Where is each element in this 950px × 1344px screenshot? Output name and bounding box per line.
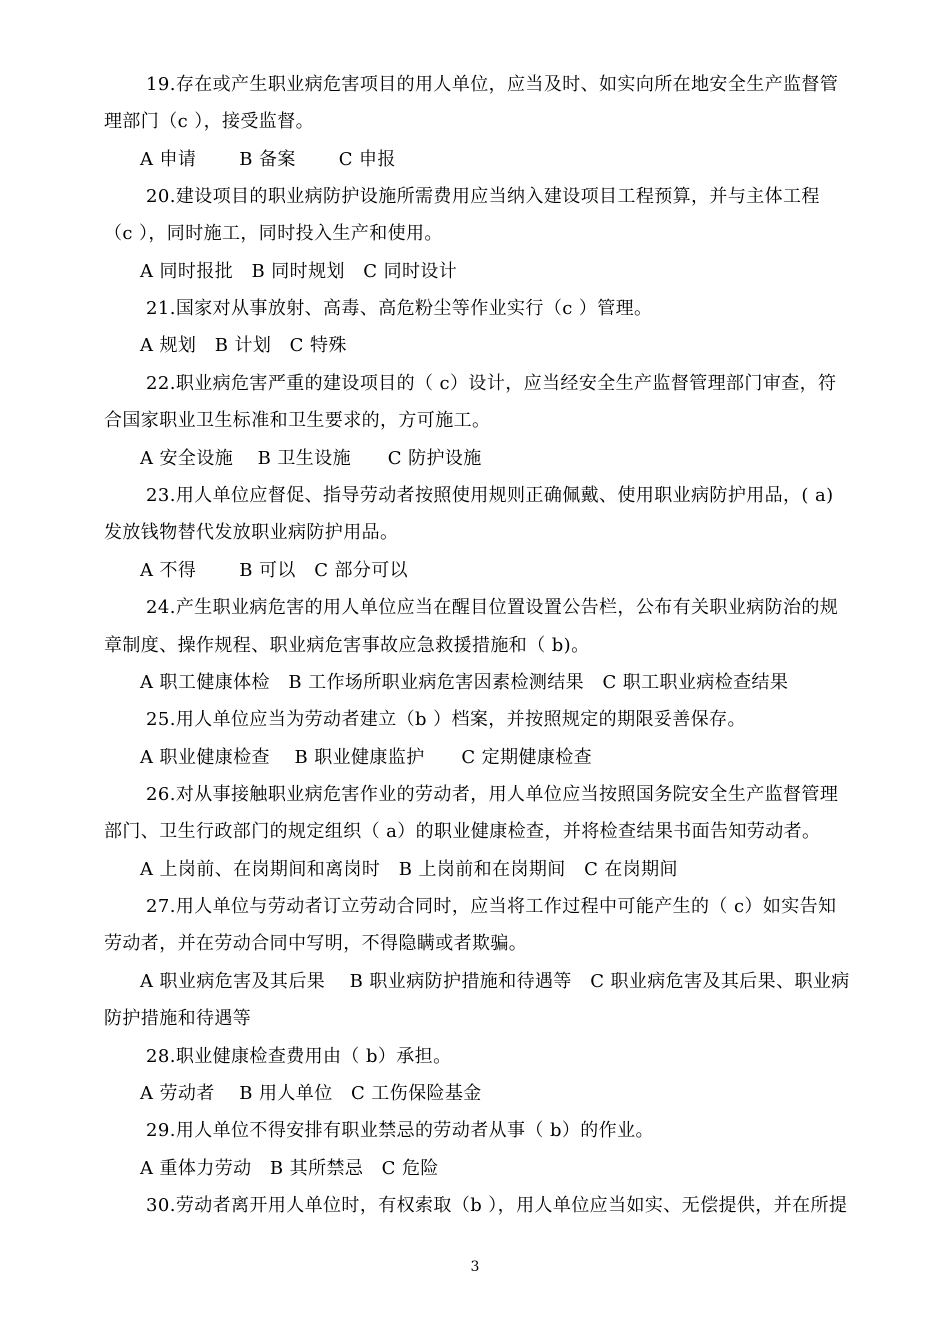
question-21-options: A 规划 B 计划 C 特殊: [140, 335, 347, 356]
question-29-options: A 重体力劳动 B 其所禁忌 C 危险: [140, 1158, 439, 1179]
question-22-text-cont: 合国家职业卫生标准和卫生要求的，方可施工。: [104, 410, 491, 431]
question-23-text: 23.用人单位应督促、指导劳动者按照使用规则正确佩戴、使用职业病防护用品，( a): [146, 485, 834, 506]
question-19-text: 19.存在或产生职业病危害项目的用人单位，应当及时、如实向所在地安全生产监督管: [146, 74, 839, 95]
question-28-options: A 劳动者 B 用人单位 C 工伤保险基金: [140, 1083, 482, 1104]
question-26-text-cont: 部门、卫生行政部门的规定组织（ a）的职业健康检查，并将检查结果书面告知劳动者。: [104, 821, 821, 842]
question-28-text: 28.职业健康检查费用由（ b）承担。: [146, 1046, 452, 1067]
question-26-text: 26.对从事接触职业病危害作业的劳动者，用人单位应当按照国务院安全生产监督管理: [146, 784, 839, 805]
question-24-text: 24.产生职业病危害的用人单位应当在醒目位置设置公告栏，公布有关职业病防治的规: [146, 597, 839, 618]
question-20-text: 20.建设项目的职业病防护设施所需费用应当纳入建设项目工程预算，并与主体工程: [146, 186, 820, 207]
question-22-text: 22.职业病危害严重的建设项目的（ c）设计，应当经安全生产监督管理部门审查，符: [146, 373, 837, 394]
question-25-text: 25.用人单位应当为劳动者建立（b ）档案，并按照规定的期限妥善保存。: [146, 709, 746, 730]
question-30-text: 30.劳动者离开用人单位时，有权索取（b ），用人单位应当如实、无偿提供，并在所提: [146, 1195, 848, 1216]
question-21-text: 21.国家对从事放射、高毒、高危粉尘等作业实行（c ）管理。: [146, 298, 653, 319]
page-number: 3: [470, 1259, 480, 1275]
question-27-text-cont: 劳动者，并在劳动合同中写明，不得隐瞒或者欺骗。: [104, 933, 528, 954]
question-23-text-cont: 发放钱物替代发放职业病防护用品。: [104, 522, 399, 543]
question-23-options: A 不得 B 可以 C 部分可以: [140, 560, 409, 581]
question-22-options: A 安全设施 B 卫生设施 C 防护设施: [140, 448, 482, 469]
question-26-options: A 上岗前、在岗期间和离岗时 B 上岗前和在岗期间 C 在岗期间: [140, 859, 678, 880]
question-19-options: A 申请 B 备案 C 申报: [140, 149, 396, 170]
question-19-text-cont: 理部门（c ），接受监督。: [104, 111, 315, 132]
question-27-options: A 职业病危害及其后果 B 职业病防护措施和待遇等 C 职业病危害及其后果、职业病: [140, 971, 850, 992]
question-20-text-cont: （c ），同时施工，同时投入生产和使用。: [104, 223, 443, 244]
question-27-options-cont: 防护措施和待遇等: [104, 1008, 252, 1029]
question-20-options: A 同时报批 B 同时规划 C 同时设计: [140, 261, 458, 282]
question-25-options: A 职业健康检查 B 职业健康监护 C 定期健康检查: [140, 747, 593, 768]
question-24-text-cont: 章制度、操作规程、职业病危害事故应急救援措施和（ b)。: [104, 635, 590, 656]
question-24-options: A 职工健康体检 B 工作场所职业病危害因素检测结果 C 职工职业病检查结果: [140, 672, 789, 693]
question-29-text: 29.用人单位不得安排有职业禁忌的劳动者从事（ b）的作业。: [146, 1120, 654, 1141]
question-27-text: 27.用人单位与劳动者订立劳动合同时，应当将工作过程中可能产生的（ c）如实告知: [146, 896, 837, 917]
